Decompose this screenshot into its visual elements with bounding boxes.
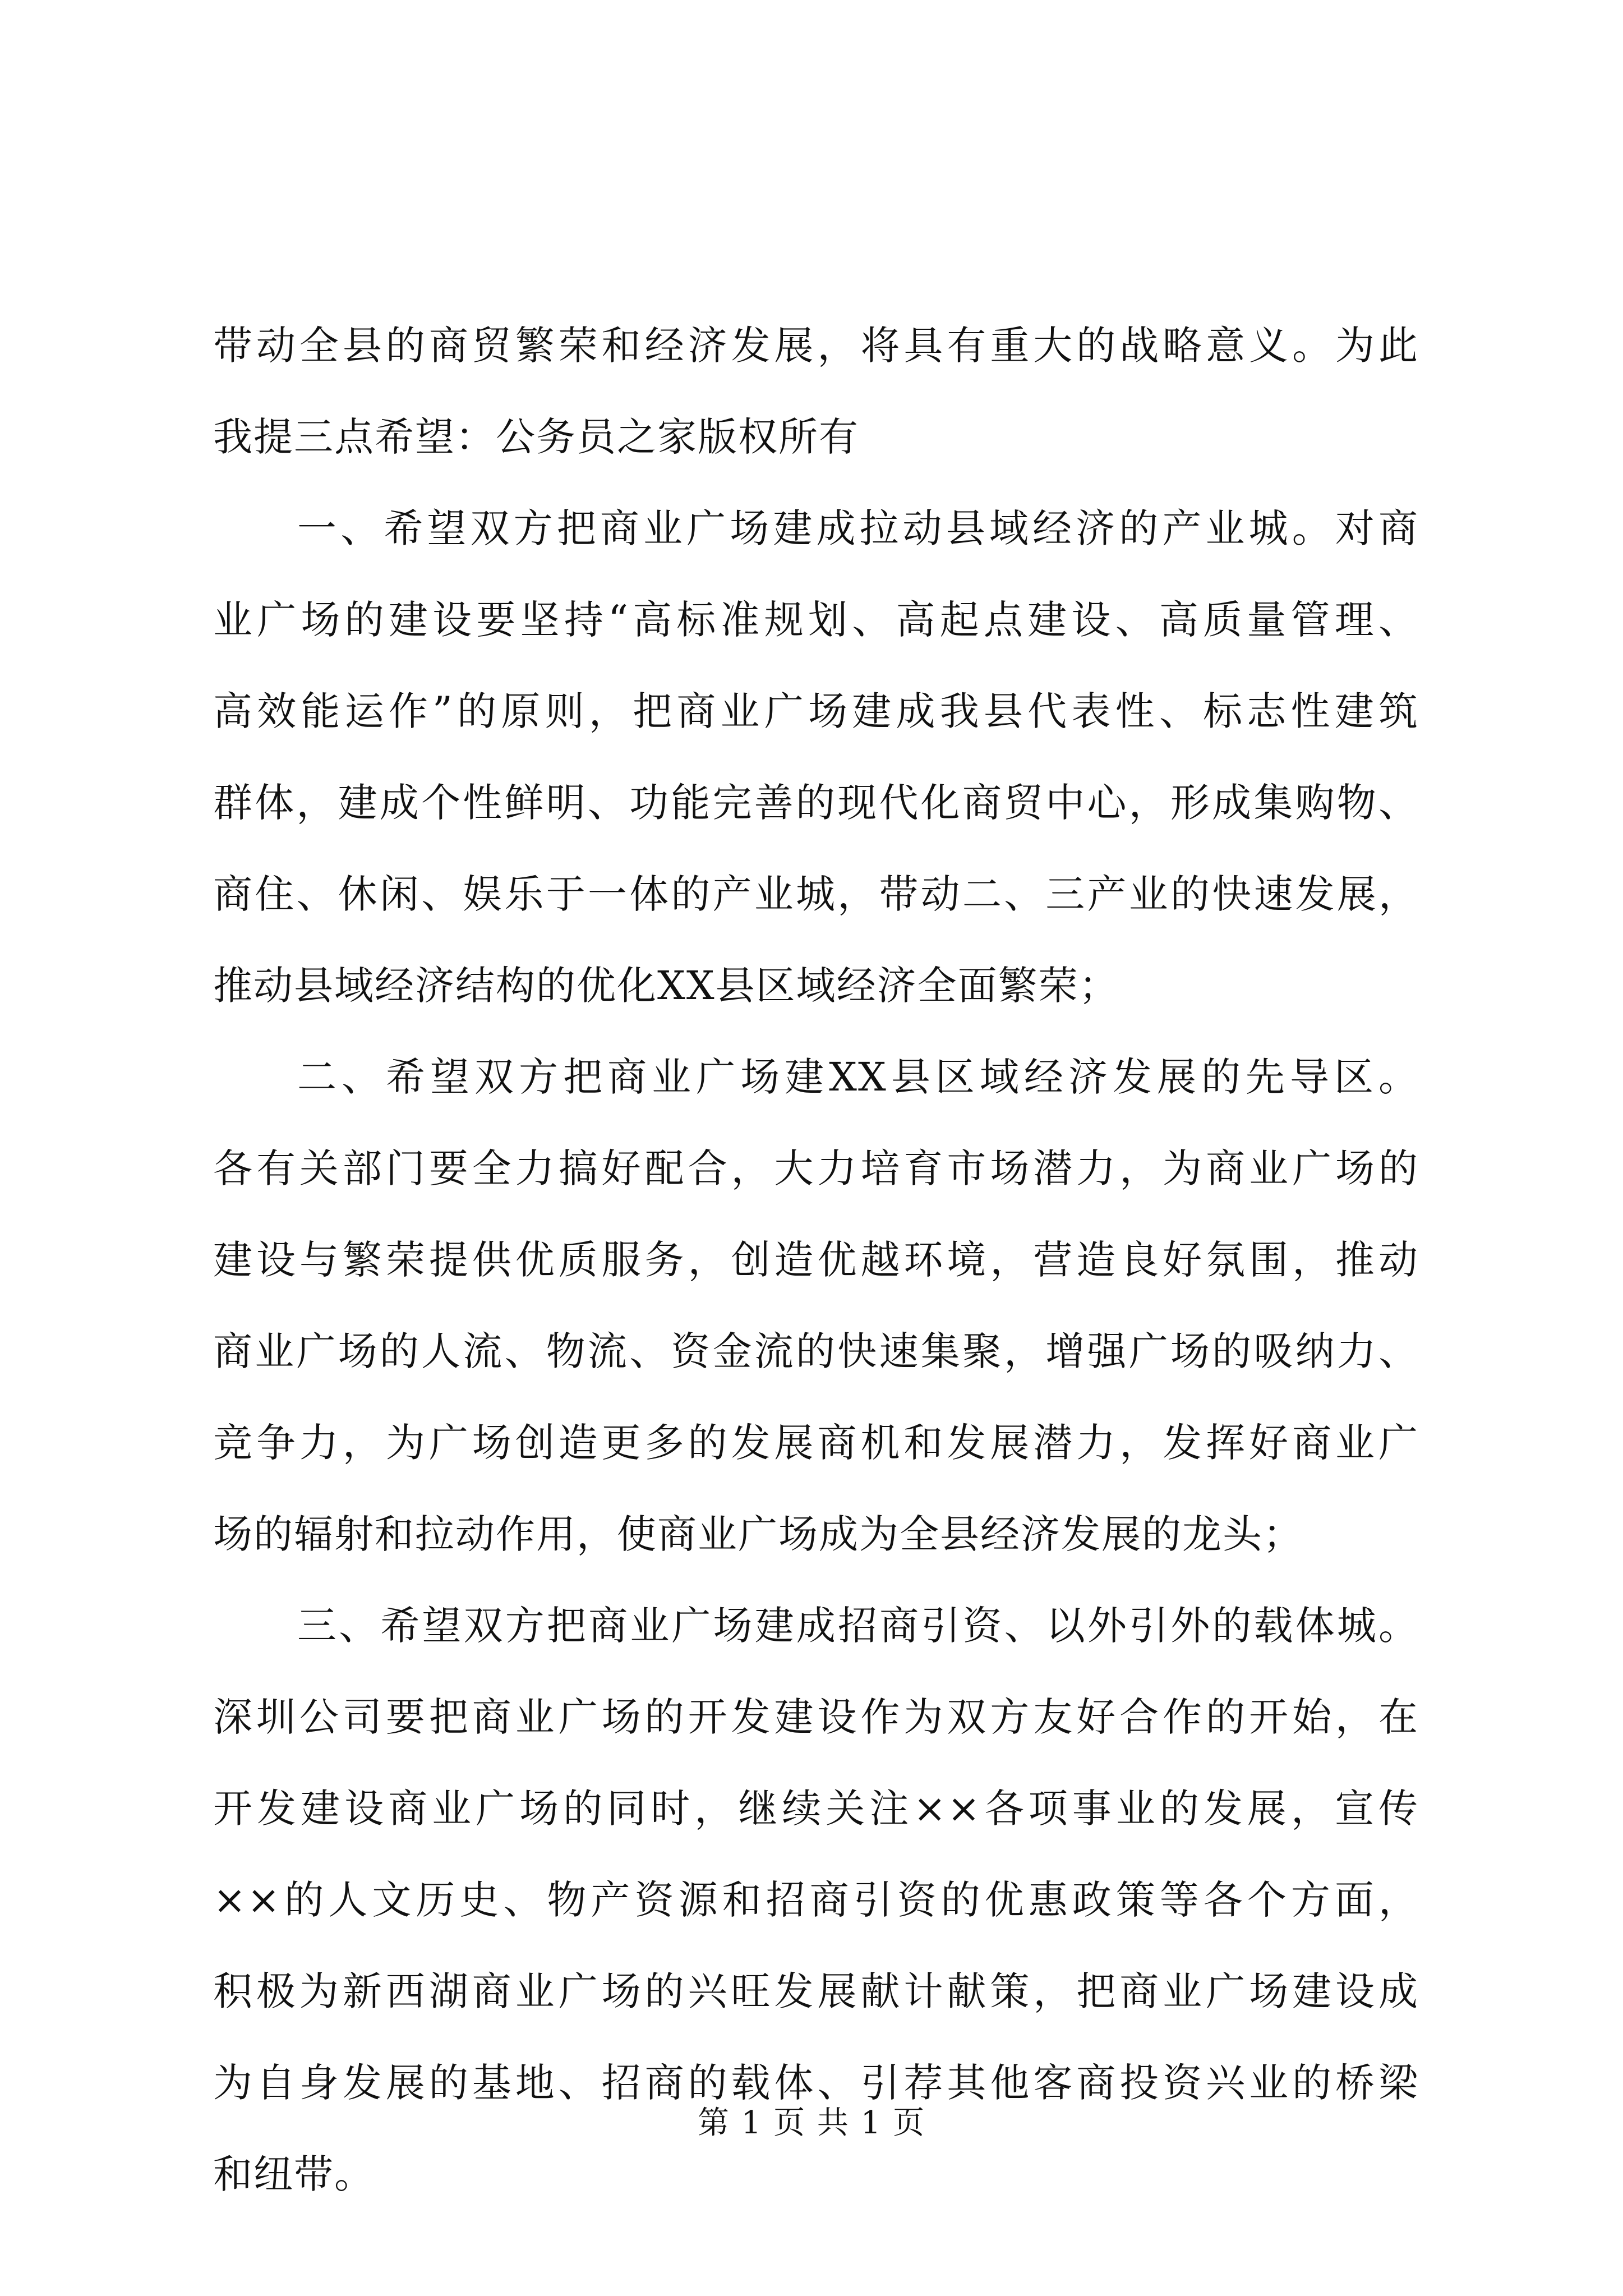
text-line: 高效能运作”的原则，把商业广场建成我县代表性、标志性建筑: [213, 688, 1419, 734]
text-line: 为自身发展的基地、招商的载体、引荐其他客商投资兴业的桥梁: [213, 2060, 1419, 2106]
text-line: 场的辐射和拉动作用，使商业广场成为全县经济发展的龙头；: [213, 1511, 1303, 1557]
text-line: 我提三点希望：公务员之家版权所有: [213, 414, 859, 460]
text-line: 深圳公司要把商业广场的开发建设作为双方友好合作的开始，在: [213, 1694, 1419, 1740]
text-line: 商业广场的人流、物流、资金流的快速集聚，增强广场的吸纳力、: [213, 1328, 1419, 1374]
document-body: [213, 300, 1419, 2220]
text-line: 建设与繁荣提供优质服务，创造优越环境，营造良好氛围，推动: [213, 1237, 1419, 1283]
text-line: 群体，建成个性鲜明、功能完善的现代化商贸中心，形成集购物、: [213, 780, 1419, 826]
page-number-footer: 第 1 页 共 1 页: [697, 2105, 926, 2141]
text-line: 商住、休闲、娱乐于一体的产业城，带动二、三产业的快速发展，: [213, 871, 1419, 917]
text-line: 竞争力，为广场创造更多的发展商机和发展潜力，发挥好商业广: [213, 1420, 1419, 1466]
text-line: 开发建设商业广场的同时，继续关注××各项事业的发展，宣传: [213, 1786, 1419, 1832]
text-line: 推动县域经济结构的优化XX县区域经济全面繁荣；: [213, 963, 1119, 1009]
text-line: 业广场的建设要坚持“高标准规划、高起点建设、高质量管理、: [213, 597, 1419, 643]
text-line: 和纽带。: [213, 2151, 375, 2197]
paragraph-2-first-line: 二、希望双方把商业广场建XX县区域经济发展的先导区。: [297, 1054, 1419, 1100]
paragraph-1-first-line: 一、希望双方把商业广场建成拉动县域经济的产业城。对商: [297, 505, 1419, 551]
text-line: 积极为新西湖商业广场的兴旺发展献计献策，把商业广场建设成: [213, 1968, 1419, 2014]
text-line: 带动全县的商贸繁荣和经济发展，将具有重大的战略意义。为此: [213, 323, 1419, 369]
text-line: ××的人文历史、物产资源和招商引资的优惠政策等各个方面，: [213, 1877, 1419, 1923]
text-line: 各有关部门要全力搞好配合，大力培育市场潜力，为商业广场的: [213, 1145, 1419, 1191]
paragraph-3-first-line: 三、希望双方把商业广场建成招商引资、以外引外的载体城。: [297, 1603, 1419, 1649]
